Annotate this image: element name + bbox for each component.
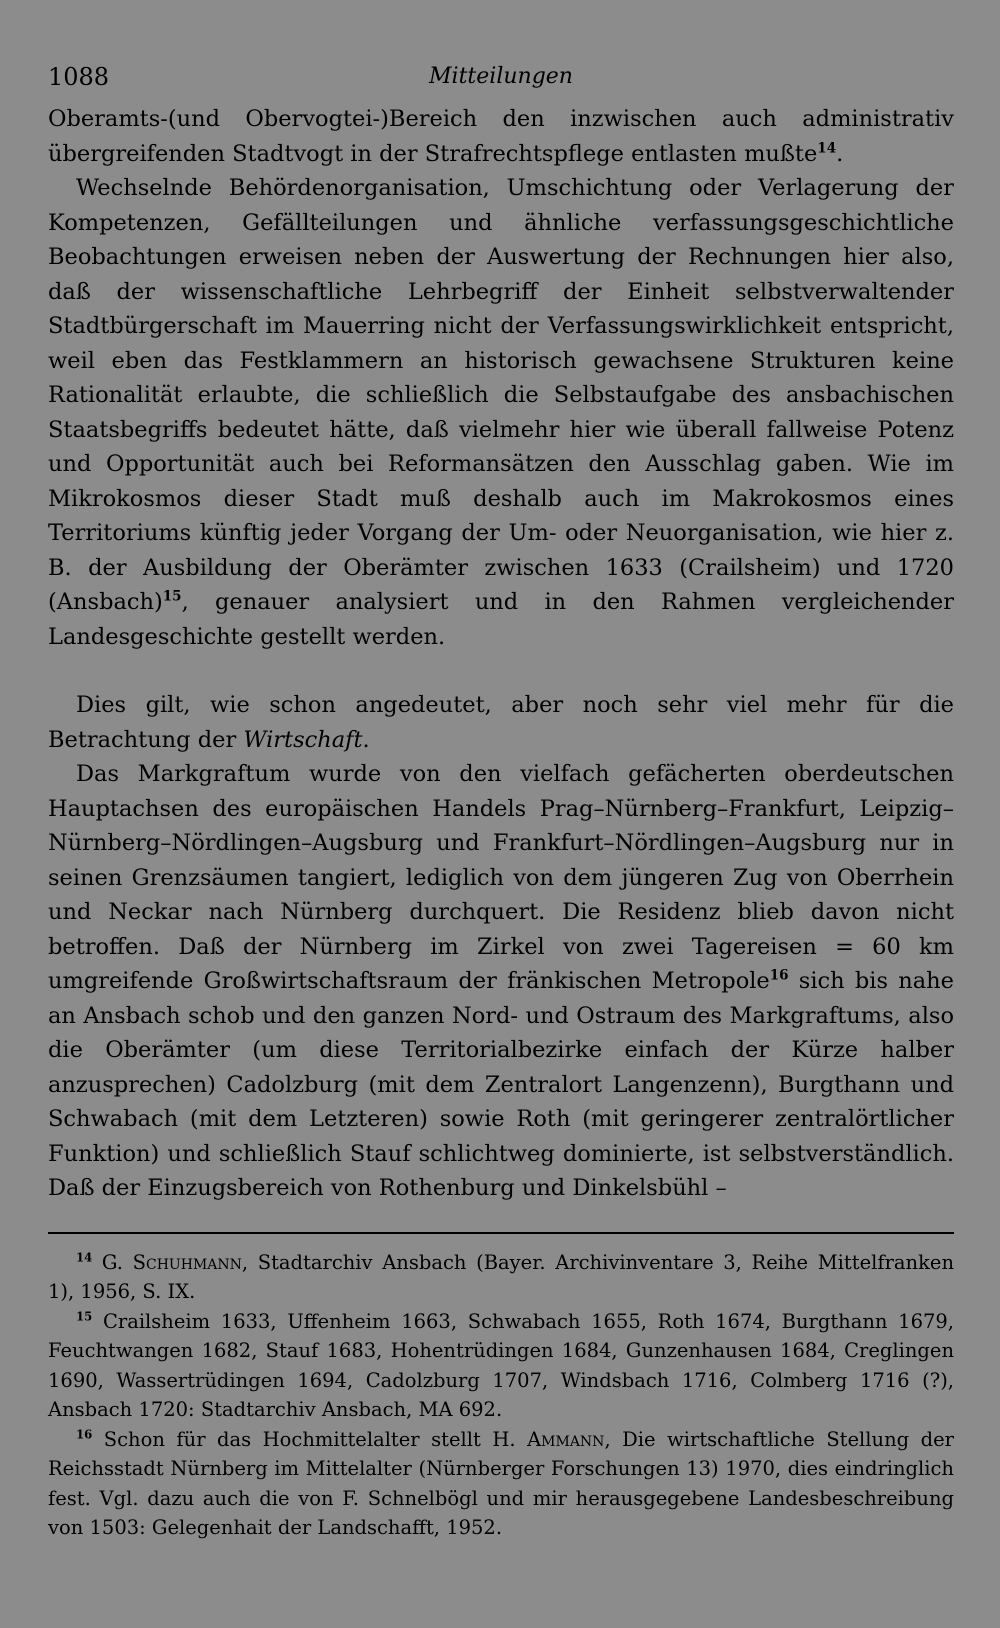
running-head: Mitteilungen [429, 64, 573, 89]
paragraph-3: Dies gilt, wie schon angedeutet, aber noch sehr viel mehr für die Betrachtung der Wirtschaft. [48, 692, 954, 753]
footnotes [48, 1248, 954, 1543]
footnote-14: $^{14}$ G. Schuhmann, Stadtarchiv Ansbach (Bayer. Archivinventare 3, Reihe Mittelfranken 1), 1956, S. IX. [48, 1250, 955, 1303]
page-header [48, 62, 954, 102]
footnote-author: G. Schuhmann [101, 1250, 242, 1274]
footnote-ref-14[interactable]: 14 [817, 140, 837, 156]
paragraph-2: Wechselnde Behördenorganisation, Umschichtung oder Verlagerung der Kompetenzen, Gefällteilungen und ähnliche verfassungsgeschichtliche Beobachtungen erweisen neben der Auswertung der Rechnungen hier also, daß der wissenschaftliche Lehrbegriff der Einheit selbstverwaltender Stadtbürgerschaft im Mauerring nicht der Verfassungswirklichkeit entspricht, weil eben das Festklammern an historisch gewachsene Strukturen keine Rationalität erlaubte, die schließlich die Selbstaufgabe des ansbachischen Staatsbegriffs bedeutet hätte, daß vielmehr hier wie überall fallweise Potenz und Opportunität auch bei Reformansätzen den Ausschlag gaben. Wie im Mikrokosmos dieser Stadt muß deshalb auch im Makrokosmos eines Territoriums künftig jeder Vorgang der Um- oder Neuorganisation, wie hier z. B. der Ausbildung der Oberämter zwischen 1633 (Crailsheim) und 1720 (Ansbach)$^{15}$, genauer analysiert und in den Rahmen vergleichender Landesgeschichte gestellt werden. [48, 175, 954, 650]
footnote-divider [48, 1232, 954, 1234]
book-page [48, 62, 954, 1543]
footnote-author: Ammann [527, 1427, 605, 1451]
section-gap [48, 654, 954, 688]
footnote-ref-16[interactable]: 16 [769, 967, 789, 984]
paragraph-4: Das Markgraftum wurde von den vielfach gefächerten oberdeutschen Hauptachsen des europäischen Handels Prag–Nürnberg–Frankfurt, Leipzig–Nürnberg–Nördlingen–Augsburg und Frankfurt–Nördlingen–Augsburg nur in seinen Grenzsäumen tangiert, lediglich von dem jüngeren Zug von Oberrhein und Neckar nach Nürnberg durchquert. Die Residenz blieb davon nicht betroffen. Daß der Nürnberg im Zirkel von zwei Tagereisen = 60 km umgreifende Großwirtschaftsraum der fränkischen Metropole$^{16}$ sich bis nahe an Ansbach schob und den ganzen Nord- und Ostraum des Markgraftums, also die Oberämter (um diese Territorialbezirke einfach der Kürze halber anzusprechen) Cadolzburg (mit dem Zentralort Langenzenn), Burgthann und Schwabach (mit dem Letzteren) sowie Roth (mit geringerer zentralörtlicher Funktion) und schließlich Stauf schlichtweg dominierte, ist selbstverständlich. Daß der Einzugsbereich von Rothenburg und Dinkelsbühl – [48, 761, 954, 1201]
footnote-ref-15[interactable]: 15 [162, 588, 182, 605]
footnote-16: $^{16}$ Schon für das Hochmittelalter stellt H. Ammann, Die wirtschaftliche Stellung der Reichsstadt Nürnberg im Mittelalter (Nürnberger Forschungen 13) 1970, dies eindringlich fest. Vgl. dazu auch die von F. Schnelbögl und mir herausgegebene Landesbeschreibung von 1503: Gelegenhait der Landschafft, 1952. [48, 1427, 954, 1539]
emphasis-wirtschaft: Wirtschaft [243, 726, 363, 753]
page-number: 1088 [48, 63, 110, 91]
main-text [48, 102, 954, 1206]
paragraph-1: Oberamts-(und Obervogtei-)Bereich den inzwischen auch administrativ übergreifenden Stadtvogt in der Strafrechtspflege entlasten mußte$^{14}$. [48, 106, 954, 167]
footnote-15: $^{15}$ Crailsheim 1633, Uffenheim 1663, Schwabach 1655, Roth 1674, Burgthann 1679, Feuchtwangen 1682, Stauf 1683, Hohentrüdingen 1684, Gunzenhausen 1684, Creglingen 1690, Wassertrüdingen 1694, Cadolzburg 1707, Windsbach 1716, Colmberg 1716 (?), Ansbach 1720: Stadtarchiv Ansbach, MA 692. [48, 1309, 954, 1421]
